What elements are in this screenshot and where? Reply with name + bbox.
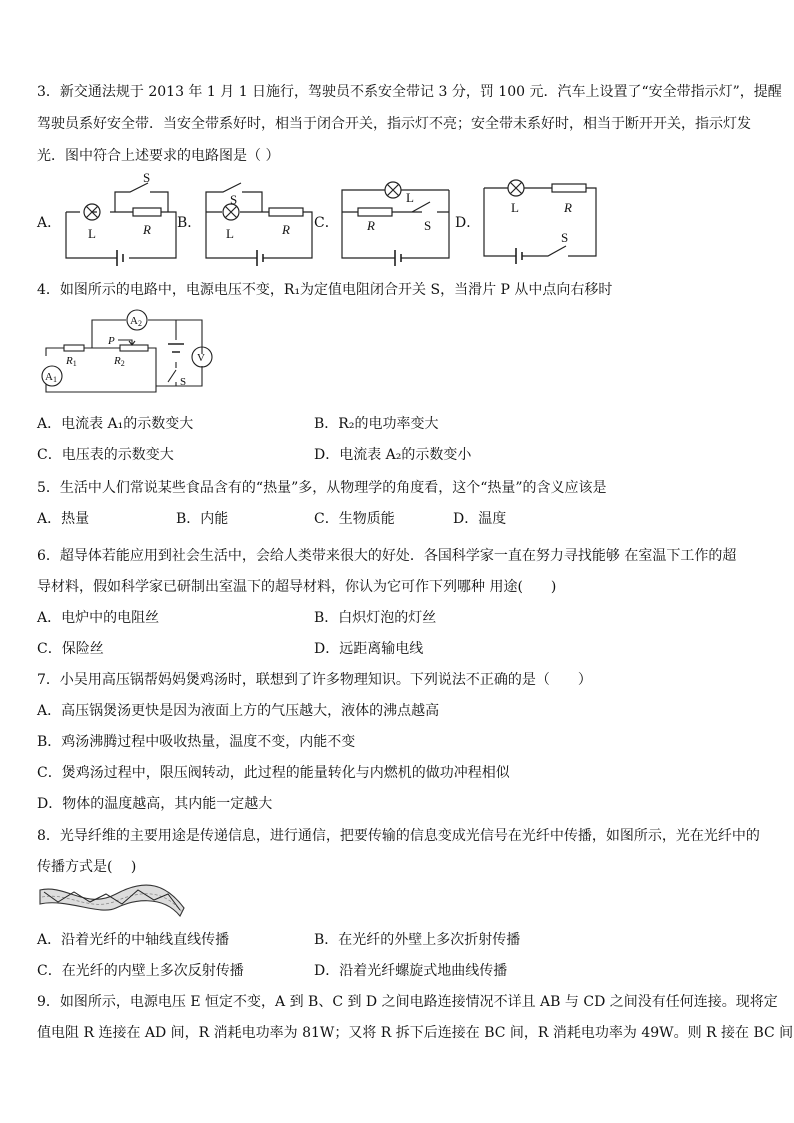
q3-option-c-label: C． [314,215,339,231]
q6-option-b: B．白炽灯泡的灯丝 [314,610,437,626]
q8-line-1: 8．光导纤维的主要用途是传递信息，进行通信，把要传输的信息变成光信号在光纤中传播，如图所示，光在光纤中的 [37,828,760,844]
q7-stem: 7．小吴用高压锅帮妈妈煲鸡汤时，联想到了许多物理知识。下列说法不正确的是（ ） [37,672,592,688]
lamp-label: L [226,226,234,241]
lamp-label: L [88,226,96,241]
resistor-label: R [282,222,290,237]
circuit-c [342,182,449,266]
q4-circuit-figure [36,304,218,400]
q8-line-2: 传播方式是( ) [37,859,137,875]
switch-label: S [143,170,151,185]
r1-label: R1 [66,355,77,368]
resistor-icon [552,184,586,192]
q8-option-a: A．沿着光纤的中轴线直线传播 [37,932,230,948]
voltmeter-label: V [197,352,205,364]
q7-option-a: A．高压锅煲汤更快是因为液面上方的气压越大，液体的沸点越高 [37,703,440,719]
q4-option-b: B．R₂的电功率变大 [314,416,439,432]
q5-option-b: B．内能 [176,511,229,527]
q9-line-2: 值电阻 R 连接在 AD 间，R 消耗电功率为 81W；又将 R 拆下后连接在 BC 间，R 消耗电功率为 49W。则 R 接在 BC 间 [37,1025,794,1041]
ammeter-a1-label: A1 [45,371,57,384]
q6-line-2: 导材料，假如科学家已研制出室温下的超导材料，你认为它可作下列哪种 用途( ) [37,579,557,595]
resistor-label: R [367,218,375,233]
q7-option-b: B．鸡汤沸腾过程中吸收热量，温度不变，内能不变 [37,734,356,750]
switch-label: S [424,218,432,233]
lamp-label: L [511,200,519,215]
q7-option-c: C．煲鸡汤过程中，限压阀转动，此过程的能量转化与内燃机的做功冲程相似 [37,765,510,781]
q3-circuits-figure [0,170,794,275]
q8-option-d: D．沿着光纤螺旋式地曲线传播 [314,963,508,979]
q9-line-1: 9．如图所示，电源电压 E 恒定不变，A 到 B、C 到 D 之间电路连接情况不详且 AB 与 CD 之间没有任何连接。现将定 [37,994,778,1010]
resistor-icon [133,208,161,216]
q6-option-d: D．远距离输电线 [314,641,424,657]
q5-stem: 5．生活中人们常说某些食品含有的“热量”多，从物理学的角度看，这个“热量”的含义应该是 [37,480,607,496]
q3-option-a-label: A． [37,215,62,231]
resistor-label: R [564,200,572,215]
q8-option-b: B．在光纤的外壁上多次折射传播 [314,932,521,948]
switch-label: S [180,376,187,388]
switch-label: S [561,230,569,245]
resistor-r1-icon [64,345,84,351]
q3-line-1: 3．新交通法规于 2013 年 1 月 1 日施行，驾驶员不系安全带记 3 分，罚 100 元．汽车上设置了“安全带指示灯”，提醒 [37,84,782,100]
q4-stem: 4．如图所示的电路中，电源电压不变，R₁为定值电阻闭合开关 S，当滑片 P 从中点向右移时 [37,282,613,298]
q4-option-a: A．电流表 A₁的示数变大 [37,416,194,432]
resistor-icon [358,208,392,216]
lamp-label: L [406,190,414,205]
q5-option-d: D．温度 [453,511,507,527]
q4-option-d: D．电流表 A₂的示数变小 [314,447,472,463]
q3-line-2: 驾驶员系好安全带．当安全带系好时，相当于闭合开关，指示灯不亮；安全带未系好时，相当于断开开关，指示灯发 [37,116,751,132]
slider-p-label: P [108,335,115,347]
q3-option-b-label: B． [177,215,202,231]
resistor-label: R [143,222,151,237]
optical-fiber-figure [36,880,188,924]
q3-line-3: 光．图中符合上述要求的电路图是（ ） [37,148,280,164]
resistor-icon [269,208,303,216]
circuit-a [66,170,176,266]
ammeter-a2-label: A2 [130,315,142,328]
q5-option-a: A．热量 [37,511,90,527]
q6-option-c: C．保险丝 [37,641,104,657]
q5-option-c: C．生物质能 [314,511,395,527]
q3-option-d-label: D． [455,215,481,231]
q4-option-c: C．电压表的示数变大 [37,447,174,463]
rheostat-r2-icon [120,345,148,351]
q6-option-a: A．电炉中的电阻丝 [37,610,160,626]
r2-label: R2 [114,355,125,368]
q6-line-1: 6．超导体若能应用到社会生活中，会给人类带来很大的好处．各国科学家一直在努力寻找能够 在室温下工作的超 [37,548,737,564]
circuit-d [484,180,596,264]
switch-label: S [230,192,238,207]
circuit-b [206,183,312,266]
q8-option-c: C．在光纤的内壁上多次反射传播 [37,963,244,979]
q7-option-d: D．物体的温度越高，其内能一定越大 [37,796,273,812]
